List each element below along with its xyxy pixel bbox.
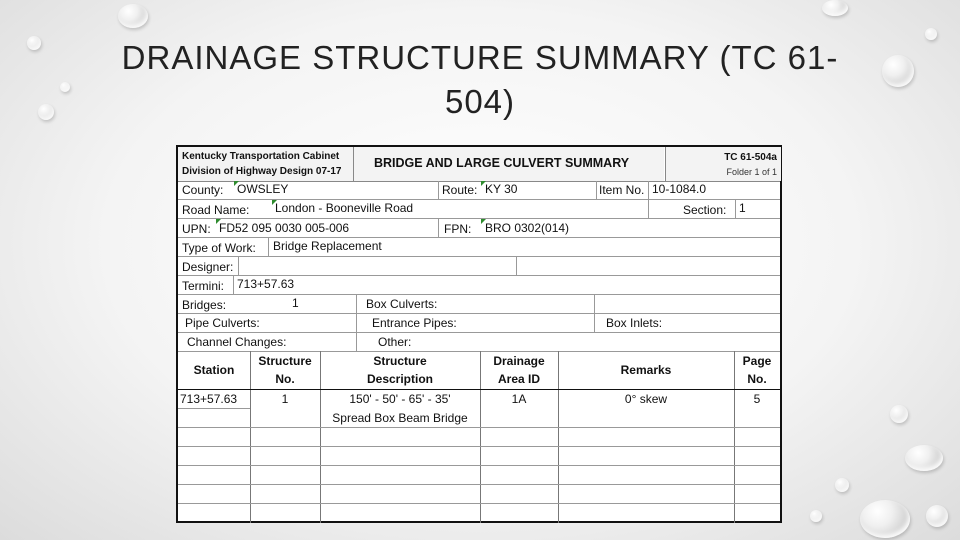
pipe-culverts-label: Pipe Culverts: (185, 316, 260, 330)
upn-value: FD52 095 0030 005-006 (219, 221, 350, 235)
fpn-label: FPN: (444, 222, 472, 236)
designer-label: Designer: (182, 260, 234, 274)
folder-count: Folder 1 of 1 (726, 167, 777, 177)
channel-row (178, 333, 780, 352)
item-value: 10-1084.0 (652, 182, 707, 196)
work-type-row (178, 238, 780, 257)
water-drop (835, 478, 849, 492)
upn-label: UPN: (182, 222, 211, 236)
water-drop (905, 445, 943, 471)
drainage-area-header: Drainage Area ID (493, 354, 545, 386)
box-culverts-label: Box Culverts: (366, 297, 438, 311)
form-header (178, 147, 780, 182)
road-name-label: Road Name: (182, 203, 250, 217)
form-number: TC 61-504a (724, 152, 777, 163)
slide-title-line-2: 504) (444, 83, 516, 120)
road-row (178, 200, 780, 219)
structure-no-header: Structure No. (258, 354, 312, 386)
summary-form (176, 145, 782, 523)
station-header: Station (193, 363, 235, 377)
other-label: Other: (378, 335, 412, 349)
county-label: County: (182, 183, 224, 197)
county-value: OWSLEY (237, 182, 289, 196)
section-value: 1 (739, 201, 746, 215)
route-value: KY 30 (485, 182, 518, 196)
agency-name: Kentucky Transportation Cabinet (182, 151, 340, 162)
fpn-value: BRO 0302(014) (485, 221, 570, 235)
description-cell: 150' - 50' - 65' - 35' (349, 392, 451, 406)
division-name: Division of Highway Design 07-17 (182, 166, 342, 177)
work-type-label: Type of Work: (182, 241, 256, 255)
slide-title (0, 36, 960, 124)
termini-value: 713+57.63 (237, 277, 295, 291)
section-label: Section: (683, 203, 727, 217)
form-title-block (354, 147, 664, 181)
agency-block (178, 147, 354, 181)
station-cell: 713+57.63 (180, 392, 238, 406)
termini-label: Termini: (182, 279, 225, 293)
bridges-label: Bridges: (182, 298, 227, 312)
work-type-value: Bridge Replacement (273, 239, 382, 253)
county-row (178, 181, 780, 200)
page-no-cell: 5 (753, 392, 761, 406)
bridges-value: 1 (292, 296, 299, 310)
structure-no-cell: 1 (281, 392, 289, 406)
structure-description-header: Structure Description (366, 354, 433, 386)
description-cell-2: Spread Box Beam Bridge (332, 411, 468, 425)
structure-table (178, 351, 780, 523)
water-drop (822, 0, 848, 16)
drainage-area-cell: 1A (511, 392, 527, 406)
page-no-header: Page No. (742, 354, 772, 386)
form-title: BRIDGE AND LARGE CULVERT SUMMARY (374, 156, 630, 170)
remarks-header: Remarks (620, 363, 672, 377)
designer-row (178, 257, 780, 276)
pipes-row (178, 314, 780, 333)
route-label: Route: (442, 183, 478, 197)
termini-row (178, 276, 780, 295)
bridges-row (178, 295, 780, 314)
water-drop (890, 405, 908, 423)
channel-changes-label: Channel Changes: (187, 335, 287, 349)
item-label: Item No. (599, 183, 645, 197)
box-inlets-label: Box Inlets: (606, 316, 663, 330)
water-drop (926, 505, 948, 527)
water-drop (860, 500, 910, 538)
upn-row (178, 219, 780, 238)
water-drop (810, 510, 822, 522)
slide-title-line-1: DRAINAGE STRUCTURE SUMMARY (TC 61- (121, 39, 839, 76)
remarks-cell: 0° skew (624, 392, 668, 406)
water-drop (118, 4, 148, 28)
entrance-pipes-label: Entrance Pipes: (372, 316, 457, 330)
road-name-value: London - Booneville Road (275, 201, 414, 215)
form-number-block (665, 147, 781, 181)
